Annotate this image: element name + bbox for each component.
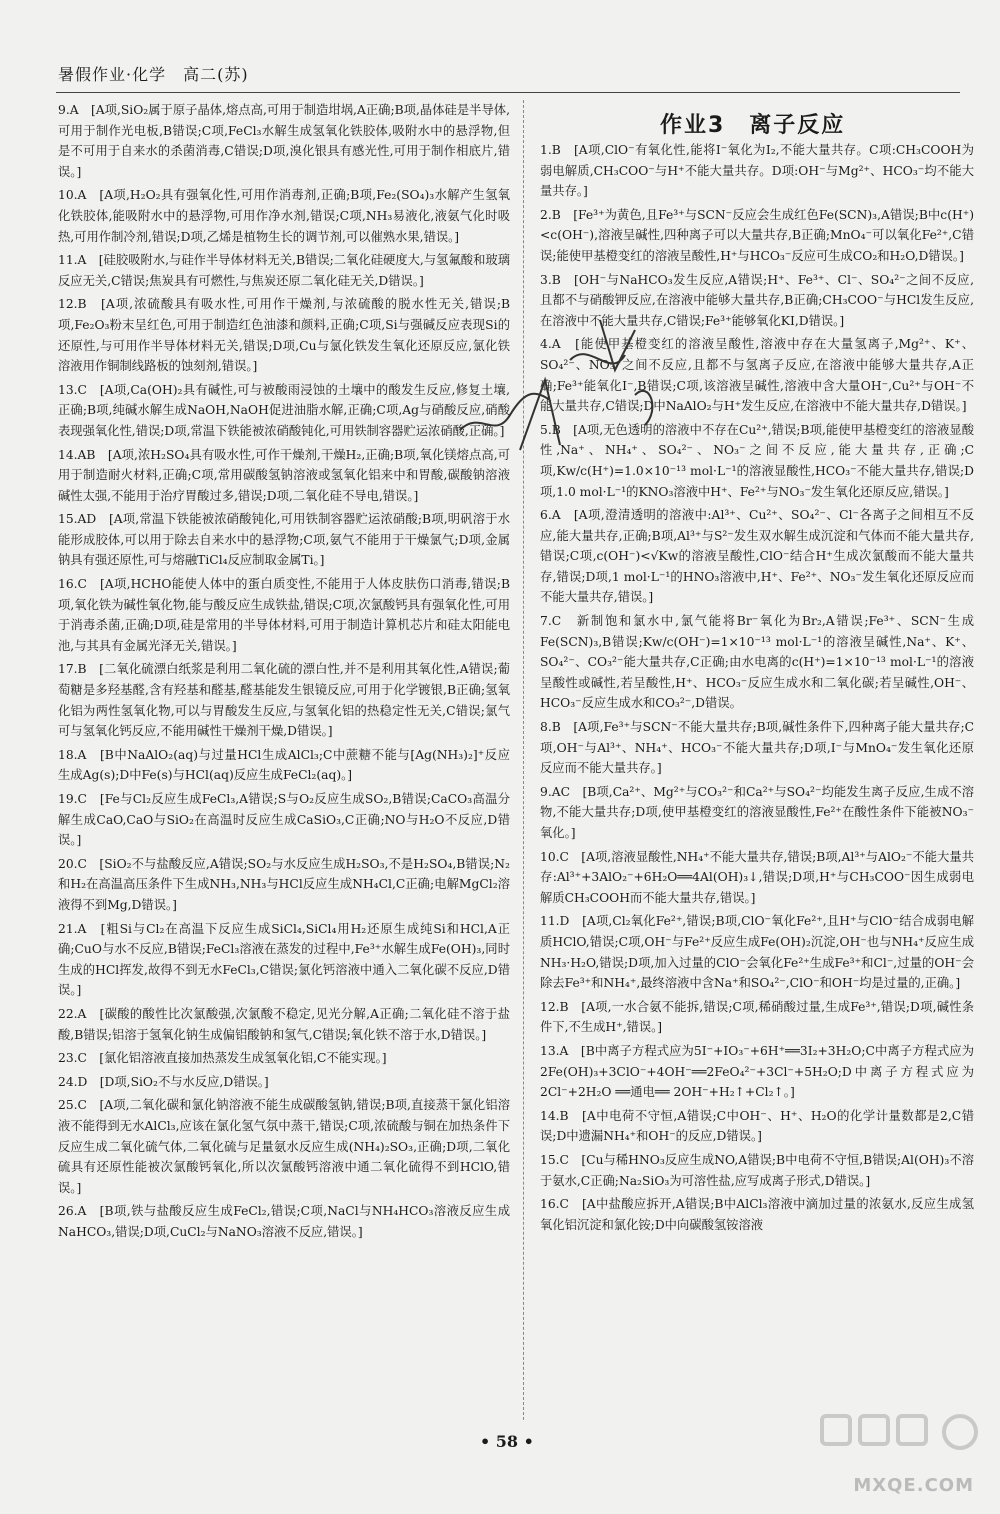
- header-rule: [56, 92, 960, 93]
- answer-entry: 14.B [A中电荷不守恒,A错误;C中OH⁻、H⁺、H₂O的化学计量数都是2,C错误;D中遗漏NH₄⁺和OH⁻的反应,D错误。]: [540, 1108, 974, 1144]
- answer-entry: 11.A [硅胶吸附水,与硅作半导体材料无关,B错误;二氧化硅硬度大,与氢氟酸和玻璃反应无关,C错误;焦炭具有可燃性,与焦炭还原二氧化硅无关,D错误。]: [58, 253, 510, 288]
- left-column: [58, 100, 510, 1245]
- answer-entry: 16.C [A中盐酸应拆开,A错误;B中AlCl₃溶液中滴加过量的浓氨水,反应生成氢氧化铝沉淀和氯化铵;D中向碳酸氢铵溶液: [540, 1197, 974, 1232]
- answer-entry: 9.A [A项,SiO₂属于原子晶体,熔点高,可用于制造坩埚,A正确;B项,晶体硅是半导体,可用于制作光电板,B错误;C项,FeCl₃水解生成氢氧化铁胶体,吸附水中的悬浮物,但是不可用于自来水的杀菌消毒,C错误;D项,溴化银具有感光性,可用于制作相底片,错误。]: [58, 103, 510, 179]
- section-title: 作业3 离子反应: [660, 113, 846, 138]
- answer-entry: 5.B [A项,无色透明的溶液中不存在Cu²⁺,错误;B项,能使甲基橙变红的溶液显酸性,Na⁺、NH₄⁺、SO₄²⁻、NO₃⁻之间不反应,能大量共存,正确;C项,Kw/c(H⁺)=1.0×10⁻¹³ mol·L⁻¹的溶液显酸性,HCO₃⁻不能大量共存,错误;D项,1.0 mol·L⁻¹的KNO₃溶液中H⁺、Fe²⁺与NO₃⁻发生氧化还原反应,错误。]: [540, 422, 974, 499]
- handwritten-scribble: [450, 300, 670, 470]
- answer-entry: 18.A [B中NaAlO₂(aq)与过量HCl生成AlCl₃;C中蔗糖不能与[Ag(NH₃)₂]⁺反应生成Ag(s);D中Fe(s)与HCl(aq)反应生成FeCl₂(aq)。]: [58, 747, 510, 783]
- answer-entry: 20.C [SiO₂不与盐酸反应,A错误;SO₂与水反应生成H₂SO₃,不是H₂SO₄,B错误;N₂和H₂在高温高压条件下生成NH₃,NH₃与HCl反应生成NH₄Cl,C正确;电解MgCl₂溶液得不到Mg,D错误。]: [58, 856, 510, 912]
- answer-entry: 23.C [氯化铝溶液直接加热蒸发生成氢氧化铝,C不能实现。]: [58, 1051, 387, 1066]
- answer-entry: 10.C [A项,溶液显酸性,NH₄⁺不能大量共存,错误;B项,Al³⁺与AlO₂⁻不能大量共存:Al³⁺+3AlO₂⁻+6H₂O══4Al(OH)₃↓,错误;D项,H⁺与CH₃COO⁻因生成弱电解质CH₃COOH而不能大量共存,错误。]: [540, 849, 974, 905]
- answer-entry: 8.B [A项,Fe³⁺与SCN⁻不能大量共存;B项,碱性条件下,四种离子能大量共存;C项,OH⁻与Al³⁺、NH₄⁺、HCO₃⁻不能大量共存;D项,I⁻与MnO₄⁻发生氧化还原反应而不能大量共存。]: [540, 720, 974, 776]
- answer-entry: 4.A [能使甲基橙变红的溶液呈酸性,溶液中存在大量氢离子,Mg²⁺、K⁺、SO₄²⁻、NO₃⁻之间不反应,且都不与氢离子反应,在溶液中能够大量共存,A正确;Fe³⁺能氧化I⁻,B错误;C项,该溶液呈碱性,溶液中含大量OH⁻,Cu²⁺与OH⁻不能大量共存,C错误;D中NaAlO₂与H⁺发生反应,在溶液中不能大量共存,D错误。]: [540, 337, 974, 414]
- page-header: 暑假作业·化学 高二(苏): [58, 65, 249, 84]
- watermark-text: MXQE.COM: [853, 1475, 974, 1496]
- answer-entry: 3.B [OH⁻与NaHCO₃发生反应,A错误;H⁺、Fe³⁺、Cl⁻、SO₄²⁻之间不反应,且都不与硝酸钾反应,在溶液中能够大量共存,B正确;CH₃COO⁻与HCl发生反应,在溶液中不能大量共存,C错误;Fe³⁺能够氧化KI,D错误。]: [540, 272, 974, 328]
- answer-entry: 13.C [A项,Ca(OH)₂具有碱性,可与被酸雨浸蚀的土壤中的酸发生反应,修复土壤,正确;B项,纯碱水解生成NaOH,NaOH促进油脂水解,正确;C项,Ag与硝酸反应,硝酸表现强氧化性,错误;D项,常温下铁能被浓硝酸钝化,可用铁制容器贮运浓硝酸,正确。]: [58, 382, 510, 438]
- answer-entry: 26.A [B项,铁与盐酸反应生成FeCl₂,错误;C项,NaCl与NH₄HCO₃溶液反应生成NaHCO₃,错误;D项,CuCl₂与NaNO₃溶液不反应,错误。]: [58, 1204, 510, 1239]
- answer-entry: 25.C [A项,二氧化碳和氯化钠溶液不能生成碳酸氢钠,错误;B项,直接蒸干氯化铝溶液不能得到无水AlCl₃,应该在氯化氢气氛中蒸干,错误;C项,浓硫酸与铜在加热条件下反应生成二氧化硫气体,二氧化硫与足量氨水反应生成(NH₄)₂SO₃,正确;D项,二氧化硫具有还原性能被次氯酸钙氧化,所以次氯酸钙溶液中通二氧化硫得不到HClO,错误。]: [58, 1098, 510, 1195]
- answer-entry: 19.C [Fe与Cl₂反应生成FeCl₃,A错误;S与O₂反应生成SO₂,B错误;CaCO₃高温分解生成CaO,CaO与SiO₂在高温时反应生成CaSiO₃,C正确;NO与H₂O不反应,D错误。]: [58, 792, 510, 848]
- answer-entry: 10.A [A项,H₂O₂具有强氧化性,可用作消毒剂,正确;B项,Fe₂(SO₄)₃水解产生氢氧化铁胶体,能吸附水中的悬浮物,可用作净水剂,错误;C项,NH₃易液化,液氨气化时吸热,可用作制冷剂,错误;D项,乙烯是植物生长的调节剂,可以催熟水果,错误。]: [58, 188, 510, 244]
- column-divider: [523, 100, 524, 1420]
- answer-entry: 1.B [A项,ClO⁻有氧化性,能将I⁻氧化为I₂,不能大量共存。C项:CH₃COOH为弱电解质,CH₃COO⁻与H⁺不能大量共存。D项:OH⁻与Mg²⁺、HCO₃⁻均不能大量共存。]: [540, 143, 974, 199]
- answer-entry: 24.D [D项,SiO₂不与水反应,D错误。]: [58, 1074, 269, 1089]
- answer-entry: 12.B [A项,一水合氨不能拆,错误;C项,稀硝酸过量,生成Fe³⁺,错误;D项,碱性条件下,不生成H⁺,错误。]: [540, 999, 974, 1035]
- answer-entry: 7.C 新制饱和氯水中,氯气能将Br⁻氧化为Br₂,A错误;Fe³⁺、SCN⁻生成Fe(SCN)₃,B错误;Kw/c(OH⁻)=1×10⁻¹³ mol·L⁻¹的溶液呈碱性,Na⁺、K⁺、SO₄²⁻、CO₃²⁻能大量共存,C正确;由水电离的c(H⁺)=1×10⁻¹³ mol·L⁻¹的溶液呈酸性或碱性,若呈酸性,H⁺、HCO₃⁻反应生成水和二氧化碳;若呈碱性,OH⁻、HCO₃⁻反应生成水和CO₃²⁻,D错误。: [540, 614, 974, 711]
- answer-entry: 17.B [二氧化硫漂白纸浆是利用二氧化硫的漂白性,并不是利用其氧化性,A错误;葡萄糖是多羟基醛,含有羟基和醛基,醛基能发生银镜反应,可用于化学镀银,B正确;氢氧化铝为两性氢氧化物,可以与胃酸发生反应,与氢氧化铝的热稳定性无关,C错误;氯气可与氢氧化钙反应,不能用碱性干燥剂干燥,D错误。]: [58, 662, 510, 739]
- answer-entry: 2.B [Fe³⁺为黄色,且Fe³⁺与SCN⁻反应会生成红色Fe(SCN)₃,A错误;B中c(H⁺)<c(OH⁻),溶液呈碱性,四种离子可以大量共存,B正确;MnO₄⁻可以氧化Fe²⁺,C错误;能使甲基橙变红的溶液呈酸性,H⁺与HCO₃⁻反应可生成CO₂和H₂O,D错误。]: [540, 207, 974, 263]
- answer-entry: 9.AC [B项,Ca²⁺、Mg²⁺与CO₃²⁻和Ca²⁺与SO₄²⁻均能发生离子反应,生成不溶物,不能大量共存;D项,使甲基橙变红的溶液显酸性,Fe²⁺在酸性条件下能被NO₃⁻氧化。]: [540, 784, 974, 840]
- answer-entry: 13.A [B中离子方程式应为5I⁻+IO₃⁻+6H⁺══3I₂+3H₂O;C中离子方程式应为2Fe(OH)₃+3ClO⁻+4OH⁻══2FeO₄²⁻+3Cl⁻+5H₂O;D中离子方程式应为2Cl⁻+2H₂O ══通电══ 2OH⁻+H₂↑+Cl₂↑。]: [540, 1043, 974, 1100]
- answer-entry: 14.AB [A项,浓H₂SO₄具有吸水性,可作干燥剂,干燥H₂,正确;B项,氧化镁熔点高,可用于制造耐火材料,正确;C项,常用碳酸氢钠溶液或氢氧化铝来中和胃酸,碳酸钠溶液碱性太强,不能用于治疗胃酸过多,错误;D项,二氧化硅不导电,错误。]: [58, 447, 510, 503]
- answer-entry: 15.AD [A项,常温下铁能被浓硝酸钝化,可用铁制容器贮运浓硝酸;B项,明矾溶于水能形成胶体,可以用于除去自来水中的悬浮物;C项,氨气不能用于干燥氯气;D项,金属钠具有强还原性,可与熔融TiCl₄反应制取金属Ti。]: [58, 512, 510, 568]
- answer-entry: 21.A [粗Si与Cl₂在高温下反应生成SiCl₄,SiCl₄用H₂还原生成纯Si和HCl,A正确;CuO与水不反应,B错误;FeCl₃溶液在蒸发的过程中,Fe³⁺水解生成Fe(OH)₃,同时生成的HCl挥发,故得不到无水FeCl₃,C错误;氯化钙溶液中通入二氧化碳不反应,D错误。]: [58, 921, 510, 998]
- answer-entry: 12.B [A项,浓硫酸具有吸水性,可用作干燥剂,与浓硫酸的脱水性无关,错误;B项,Fe₂O₃粉末呈红色,可用于制造红色油漆和颜料,正确;C项,Si与强碱反应表现Si的还原性,与可用作半导体材料无关,错误;D项,Cu与氯化铁发生氧化还原反应,氯化铁溶液用作铜制线路板的蚀刻剂,错误。]: [58, 297, 510, 374]
- answer-entry: 22.A [碳酸的酸性比次氯酸强,次氯酸不稳定,见光分解,A正确;二氧化硅不溶于盐酸,B错误;铝溶于氢氧化钠生成偏铝酸钠和氢气,C错误;氧化铁不溶于水,D错误。]: [58, 1006, 510, 1042]
- answer-entry: 6.A [A项,澄清透明的溶液中:Al³⁺、Cu²⁺、SO₄²⁻、Cl⁻各离子之间相互不反应,能大量共存,正确;B项,Al³⁺与S²⁻发生双水解生成沉淀和气体而不能大量共存,错误;C项,c(OH⁻)<√Kw的溶液呈酸性,ClO⁻结合H⁺生成次氯酸而不能大量共存,错误;D项,1 mol·L⁻¹的HNO₃溶液中,H⁺、Fe²⁺、NO₃⁻发生氧化还原反应而不能大量共存,错误。]: [540, 508, 974, 605]
- answer-entry: 11.D [A项,Cl₂氧化Fe²⁺,错误;B项,ClO⁻氧化Fe²⁺,且H⁺与ClO⁻结合成弱电解质HClO,错误;C项,OH⁻与Fe²⁺反应生成Fe(OH)₂沉淀,OH⁻也与NH₄⁺反应生成NH₃·H₂O,错误;D项,加入过量的ClO⁻会氧化Fe²⁺生成Fe³⁺和Cl⁻,过量的OH⁻会除去Fe³⁺和NH₄⁺,最终溶液中含Na⁺和SO₄²⁻,ClO⁻和OH⁻均是过量的,正确。]: [540, 914, 974, 991]
- answer-entry: 15.C [Cu与稀HNO₃反应生成NO,A错误;B中电荷不守恒,B错误;Al(OH)₃不溶于氨水,C正确;Na₂SiO₃为可溶性盐,应写成离子形式,D错误。]: [540, 1152, 974, 1188]
- answer-entry: 16.C [A项,HCHO能使人体中的蛋白质变性,不能用于人体皮肤伤口消毒,错误;B项,氧化铁为碱性氧化物,能与酸反应生成铁盐,错误;C项,次氯酸钙具有强氧化性,可用于消毒杀菌,正确;D项,硅是常用的半导体材料,可用于制造计算机芯片和硅太阳能电池,与其具有金属光泽无关,错误。]: [58, 577, 510, 653]
- page-number: • 58 •: [480, 1432, 534, 1451]
